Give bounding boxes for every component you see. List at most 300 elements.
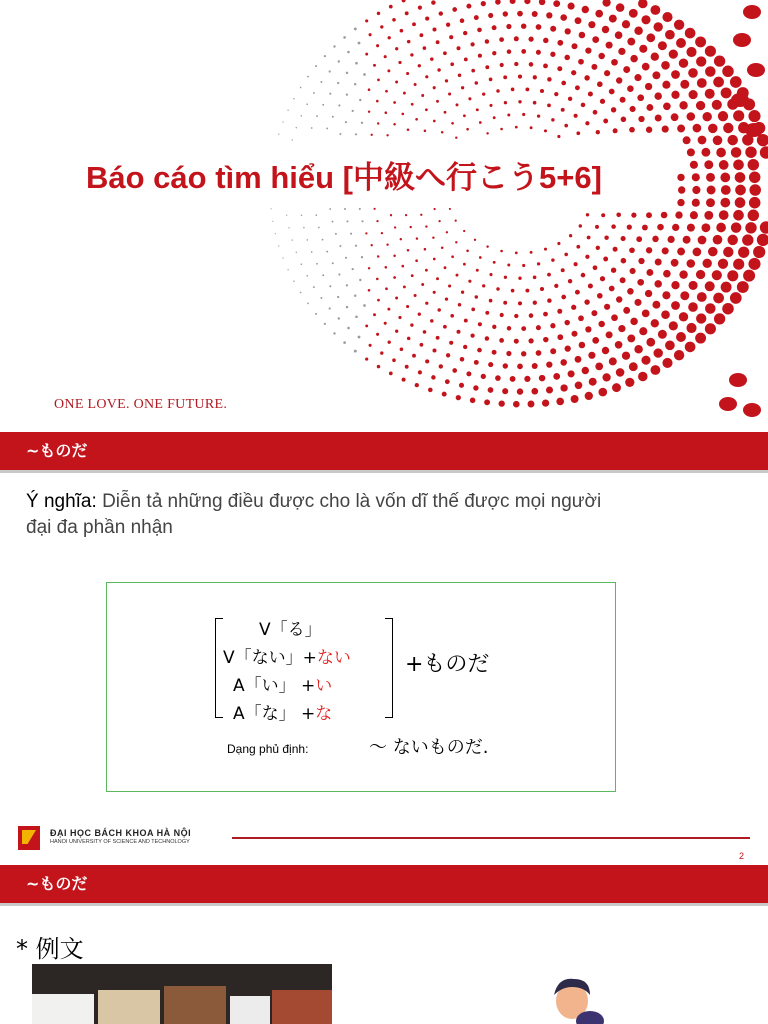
decorative-dot xyxy=(687,224,695,232)
decorative-dot xyxy=(329,307,331,309)
decorative-dot xyxy=(749,184,761,196)
decorative-dot xyxy=(588,91,593,96)
decorative-dot xyxy=(550,348,556,354)
decorative-dot xyxy=(550,52,555,57)
decorative-dot xyxy=(492,51,496,55)
decorative-dot xyxy=(441,131,444,134)
decorative-dot xyxy=(485,336,490,341)
decorative-dot xyxy=(687,112,696,121)
decorative-dot xyxy=(517,388,523,394)
decorative-dot xyxy=(344,208,346,210)
decorative-dot xyxy=(392,18,396,22)
decorative-dot xyxy=(329,208,331,210)
decorative-dot xyxy=(500,313,504,317)
decorative-dot xyxy=(368,289,371,292)
decorative-dot xyxy=(645,83,652,90)
decorative-dot xyxy=(697,292,707,302)
decorative-dot xyxy=(595,10,603,18)
decorative-dot xyxy=(476,269,479,272)
decorative-dot xyxy=(729,373,747,387)
decorative-dot xyxy=(414,83,417,86)
decorative-dot xyxy=(713,235,723,245)
decorative-dot xyxy=(468,97,471,100)
decorative-dot xyxy=(547,77,552,82)
decorative-dot xyxy=(598,321,605,328)
decorative-dot xyxy=(616,212,621,217)
decorative-dot xyxy=(495,375,501,381)
decorative-dot xyxy=(687,148,695,156)
decorative-dot xyxy=(579,32,586,39)
decorative-dot xyxy=(536,325,541,330)
decorative-dot xyxy=(671,301,680,310)
decorative-dot xyxy=(333,45,335,47)
decorative-dot xyxy=(529,313,534,318)
decorative-dot xyxy=(528,338,533,343)
decorative-dot xyxy=(380,351,383,354)
decorative-dot xyxy=(406,305,409,308)
decorative-dot xyxy=(531,388,538,395)
decorative-dot xyxy=(634,299,641,306)
decorative-dot xyxy=(650,365,660,375)
decorative-dot xyxy=(645,290,652,297)
decorative-dot xyxy=(488,387,494,393)
dot-pattern-decoration xyxy=(0,0,768,432)
formula-row-3-red: い xyxy=(315,676,333,696)
decorative-dot xyxy=(437,308,440,311)
decorative-dot xyxy=(609,15,617,23)
decorative-dot xyxy=(687,259,696,268)
decorative-dot xyxy=(571,331,577,337)
decorative-dot xyxy=(423,46,427,50)
formula-row-4-red: な xyxy=(315,704,333,724)
decorative-dot xyxy=(727,270,738,281)
decorative-dot xyxy=(696,313,706,323)
decorative-dot xyxy=(425,359,429,363)
decorative-dot xyxy=(557,334,563,340)
decorative-dot xyxy=(307,303,309,305)
decorative-dot xyxy=(514,36,519,41)
decorative-dot xyxy=(424,248,427,251)
decorative-dot xyxy=(514,314,518,318)
decorative-dot xyxy=(568,370,575,377)
decorative-dot xyxy=(389,5,393,9)
decorative-dot xyxy=(584,299,589,304)
decorative-dot xyxy=(623,307,630,314)
decorative-dot xyxy=(537,114,540,117)
decorative-dot xyxy=(292,139,293,140)
decorative-dot xyxy=(489,299,493,303)
decorative-dot xyxy=(639,327,647,335)
decorative-dot xyxy=(671,281,679,289)
decorative-dot xyxy=(385,90,388,93)
decorative-dot xyxy=(296,252,297,253)
decorative-dot xyxy=(377,255,379,257)
decorative-dot xyxy=(296,127,297,128)
decorative-dot xyxy=(515,126,518,129)
decorative-dot xyxy=(306,103,308,105)
decorative-dot xyxy=(705,46,716,57)
decorative-dot xyxy=(352,110,354,112)
decorative-dot xyxy=(377,79,380,82)
decorative-dot xyxy=(313,286,315,288)
person-illustration xyxy=(540,973,620,1024)
decorative-dot xyxy=(365,19,368,22)
decorative-dot xyxy=(293,281,294,282)
decorative-dot xyxy=(639,45,647,53)
decorative-dot xyxy=(439,364,443,368)
decorative-dot xyxy=(507,326,512,331)
decorative-dot xyxy=(578,315,584,321)
decorative-dot xyxy=(278,134,279,135)
decorative-dot xyxy=(589,378,597,386)
decorative-dot xyxy=(475,295,478,298)
decorative-dot xyxy=(461,291,464,294)
decorative-dot xyxy=(346,72,348,74)
decorative-dot xyxy=(390,214,392,216)
decorative-dot xyxy=(445,79,448,82)
decorative-dot xyxy=(745,146,756,157)
decorative-dot xyxy=(722,66,734,78)
decorative-dot xyxy=(705,281,715,291)
decorative-dot xyxy=(443,51,447,55)
header-divider xyxy=(0,903,768,906)
decorative-dot xyxy=(733,159,744,170)
decorative-dot xyxy=(560,384,567,391)
decorative-dot xyxy=(410,53,413,56)
decorative-dot xyxy=(613,128,618,133)
decorative-dot xyxy=(355,62,358,65)
decorative-dot xyxy=(564,320,570,326)
decorative-dot xyxy=(318,227,320,229)
decorative-dot xyxy=(705,323,716,334)
decorative-dot xyxy=(470,398,476,404)
decorative-dot xyxy=(676,38,686,48)
decorative-dot xyxy=(609,89,615,95)
decorative-dot xyxy=(471,308,475,312)
decorative-dot xyxy=(568,97,572,101)
decorative-dot xyxy=(532,363,538,369)
decorative-dot xyxy=(488,362,493,367)
decorative-dot xyxy=(723,123,733,133)
decorative-dot xyxy=(386,244,388,246)
decorative-dot xyxy=(652,71,660,79)
decorative-dot xyxy=(384,322,387,325)
decorative-dot xyxy=(503,363,508,368)
decorative-dot xyxy=(695,36,706,47)
decorative-dot xyxy=(376,278,379,281)
negative-form: ～ ないものだ. xyxy=(369,737,489,758)
formula-row-1: V「る」 xyxy=(259,620,322,640)
decorative-dot xyxy=(646,127,652,133)
decorative-dot xyxy=(521,326,526,331)
decorative-dot xyxy=(591,310,597,316)
decorative-dot xyxy=(393,123,396,126)
decorative-dot xyxy=(478,322,482,326)
decorative-dot xyxy=(537,262,540,265)
decorative-dot xyxy=(579,342,586,349)
decorative-dot xyxy=(613,247,618,252)
decorative-dot xyxy=(301,115,303,117)
decorative-dot xyxy=(696,56,706,66)
decorative-dot xyxy=(477,348,482,353)
decorative-dot xyxy=(415,383,419,387)
decorative-dot xyxy=(407,337,411,341)
decorative-dot xyxy=(712,270,722,280)
decorative-dot xyxy=(503,11,508,16)
decorative-dot xyxy=(477,28,482,33)
decorative-dot xyxy=(753,246,765,258)
decorative-dot xyxy=(287,269,288,270)
decorative-dot xyxy=(514,62,518,66)
decorative-dot xyxy=(376,100,379,103)
decorative-dot xyxy=(721,87,732,98)
decorative-dot xyxy=(658,330,667,339)
decorative-dot xyxy=(506,351,511,356)
decorative-dot xyxy=(629,127,635,133)
decorative-dot xyxy=(524,376,530,382)
decorative-dot xyxy=(403,92,406,95)
decorative-dot xyxy=(677,174,684,181)
decorative-dot xyxy=(506,24,511,29)
decorative-dot xyxy=(593,265,598,270)
decorative-dot xyxy=(444,266,447,269)
decorative-dot xyxy=(598,388,607,397)
decorative-dot xyxy=(384,55,387,58)
decorative-dot xyxy=(436,277,439,280)
decorative-dot xyxy=(698,236,707,245)
decorative-dot xyxy=(641,15,650,24)
decorative-dot xyxy=(271,208,272,209)
decorative-dot xyxy=(651,319,659,327)
decorative-dot xyxy=(499,400,505,406)
decorative-dot xyxy=(557,135,560,138)
decorative-dot xyxy=(718,259,728,269)
decorative-dot xyxy=(620,97,626,103)
decorative-dot xyxy=(492,350,497,355)
decorative-dot xyxy=(496,89,499,92)
decorative-dot xyxy=(488,13,493,18)
decorative-dot xyxy=(629,9,638,18)
decorative-dot xyxy=(616,296,622,302)
decorative-dot xyxy=(655,115,662,122)
decorative-dot xyxy=(466,371,471,376)
decorative-dot xyxy=(693,248,702,257)
decorative-dot xyxy=(642,63,650,71)
decorative-dot xyxy=(377,299,380,302)
decorative-dot xyxy=(718,111,728,121)
decorative-dot xyxy=(745,222,756,233)
decorative-dot xyxy=(665,30,675,40)
decorative-dot xyxy=(696,101,705,110)
page-number: 2 xyxy=(738,851,744,861)
decorative-dot xyxy=(373,64,376,67)
decorative-dot xyxy=(719,210,729,220)
decorative-dot xyxy=(708,124,718,134)
decorative-dot xyxy=(376,333,379,336)
decorative-dot xyxy=(706,173,715,182)
decorative-dot xyxy=(627,288,634,295)
decorative-dot xyxy=(601,213,605,217)
decorative-dot xyxy=(504,101,507,104)
decorative-dot xyxy=(368,267,370,269)
decorative-dot xyxy=(481,374,486,379)
decorative-dot xyxy=(433,258,436,261)
decorative-dot xyxy=(486,132,488,134)
decorative-dot xyxy=(354,27,357,30)
meaning-line-1: Diễn tả những điều được cho là vốn dĩ thế được mọi người xyxy=(102,491,602,512)
formula-row-4 xyxy=(233,699,332,724)
right-bracket xyxy=(385,618,393,718)
decorative-dot xyxy=(654,92,662,100)
decorative-dot xyxy=(301,263,303,265)
decorative-dot xyxy=(405,214,407,216)
decorative-dot xyxy=(616,77,622,83)
decorative-dot xyxy=(326,251,328,253)
decorative-dot xyxy=(564,124,568,128)
decorative-dot xyxy=(455,220,457,222)
decorative-dot xyxy=(568,279,572,283)
decorative-dot xyxy=(551,258,554,261)
slogan: ONE LOVE. ONE FUTURE. xyxy=(54,397,228,412)
decorative-dot xyxy=(485,39,490,44)
decorative-dot xyxy=(578,59,584,65)
decorative-dot xyxy=(474,15,479,20)
decorative-dot xyxy=(450,314,454,318)
decorative-dot xyxy=(716,223,726,233)
decorative-dot xyxy=(663,102,671,110)
decorative-dot xyxy=(458,303,462,307)
decorative-dot xyxy=(557,242,560,245)
decorative-dot xyxy=(278,245,279,246)
decorative-dot xyxy=(460,18,465,23)
decorative-dot xyxy=(653,348,662,357)
decorative-dot xyxy=(615,31,623,39)
decorative-dot xyxy=(272,221,273,222)
decorative-dot xyxy=(760,221,768,233)
decorative-dot xyxy=(518,301,522,305)
decorative-dot xyxy=(352,268,354,270)
slide-title: Báo cáo tìm hiểu [中級へ行こう5+6] xyxy=(86,160,602,195)
decorative-dot xyxy=(407,128,410,131)
decorative-dot xyxy=(735,172,746,183)
decorative-dot xyxy=(402,0,406,2)
decorative-dot xyxy=(507,114,510,117)
decorative-dot xyxy=(293,98,294,99)
decorative-dot xyxy=(345,257,347,259)
decorative-dot xyxy=(300,87,302,89)
decorative-dot xyxy=(432,27,436,31)
formula-row-3-base: A「い」 + xyxy=(233,676,316,696)
decorative-dot xyxy=(688,68,698,78)
decorative-dot xyxy=(275,233,276,234)
decorative-dot xyxy=(358,336,361,339)
decorative-dot xyxy=(689,90,698,99)
decorative-dot xyxy=(581,273,586,278)
decorative-dot xyxy=(315,65,317,67)
decorative-dot xyxy=(713,135,723,145)
decorative-dot xyxy=(596,246,600,250)
decorative-dot xyxy=(683,236,691,244)
decorative-dot xyxy=(507,264,510,267)
decorative-dot xyxy=(575,381,583,389)
decorative-dot xyxy=(518,100,521,103)
decorative-dot xyxy=(606,42,613,49)
decorative-dot xyxy=(499,37,504,42)
decorative-dot xyxy=(533,275,537,279)
decorative-dot xyxy=(292,239,293,240)
decorative-dot xyxy=(730,292,742,304)
decorative-dot xyxy=(361,256,363,258)
decorative-dot xyxy=(474,239,476,241)
decorative-dot xyxy=(456,274,459,277)
decorative-dot xyxy=(514,339,519,344)
decorative-dot xyxy=(595,225,599,229)
decorative-dot xyxy=(450,62,454,66)
decorative-dot xyxy=(430,57,434,61)
decorative-dot xyxy=(721,282,732,293)
decorative-dot xyxy=(528,36,533,41)
decorative-dot xyxy=(547,298,552,303)
decorative-dot xyxy=(686,47,696,57)
decorative-dot xyxy=(437,68,440,71)
section-title: * 例文 xyxy=(16,935,84,963)
decorative-dot xyxy=(421,283,424,286)
decorative-dot xyxy=(425,75,428,78)
decorative-dot xyxy=(436,336,440,340)
decorative-dot xyxy=(705,89,715,99)
decorative-dot xyxy=(410,226,412,228)
decorative-dot xyxy=(377,365,380,368)
decorative-dot xyxy=(579,224,582,227)
decorative-dot xyxy=(485,311,489,315)
decorative-dot xyxy=(616,368,625,377)
decorative-dot xyxy=(600,276,605,281)
slide-footer xyxy=(0,826,768,861)
decorative-dot xyxy=(568,3,575,10)
decorative-dot xyxy=(389,372,393,376)
decorative-dot xyxy=(701,148,710,157)
decorative-dot xyxy=(479,256,482,259)
decorative-dot xyxy=(543,312,548,317)
decorative-dot xyxy=(564,55,570,61)
decorative-dot xyxy=(444,111,447,114)
decorative-dot xyxy=(571,43,577,49)
decorative-dot xyxy=(646,212,652,218)
decorative-dot xyxy=(677,125,685,133)
decorative-dot xyxy=(320,81,322,83)
decorative-dot xyxy=(478,54,482,58)
decorative-dot xyxy=(373,313,376,316)
decorative-dot xyxy=(376,44,379,47)
decorative-dot xyxy=(324,323,326,325)
decorative-dot xyxy=(748,258,760,270)
decorative-dot xyxy=(546,361,552,367)
decorative-dot xyxy=(757,234,768,246)
decorative-dot xyxy=(679,312,688,321)
decorative-dot xyxy=(528,401,535,408)
decorative-dot xyxy=(634,345,643,354)
decorative-dot xyxy=(586,213,589,216)
decorative-dot xyxy=(388,341,391,344)
decorative-dot xyxy=(369,344,372,347)
decorative-dot xyxy=(546,12,552,18)
decorative-dot xyxy=(690,211,698,219)
decorative-dot xyxy=(339,245,341,247)
decorative-dot xyxy=(466,250,469,253)
decorative-dot xyxy=(359,99,361,101)
decorative-dot xyxy=(714,55,725,66)
decorative-dot xyxy=(662,358,672,368)
